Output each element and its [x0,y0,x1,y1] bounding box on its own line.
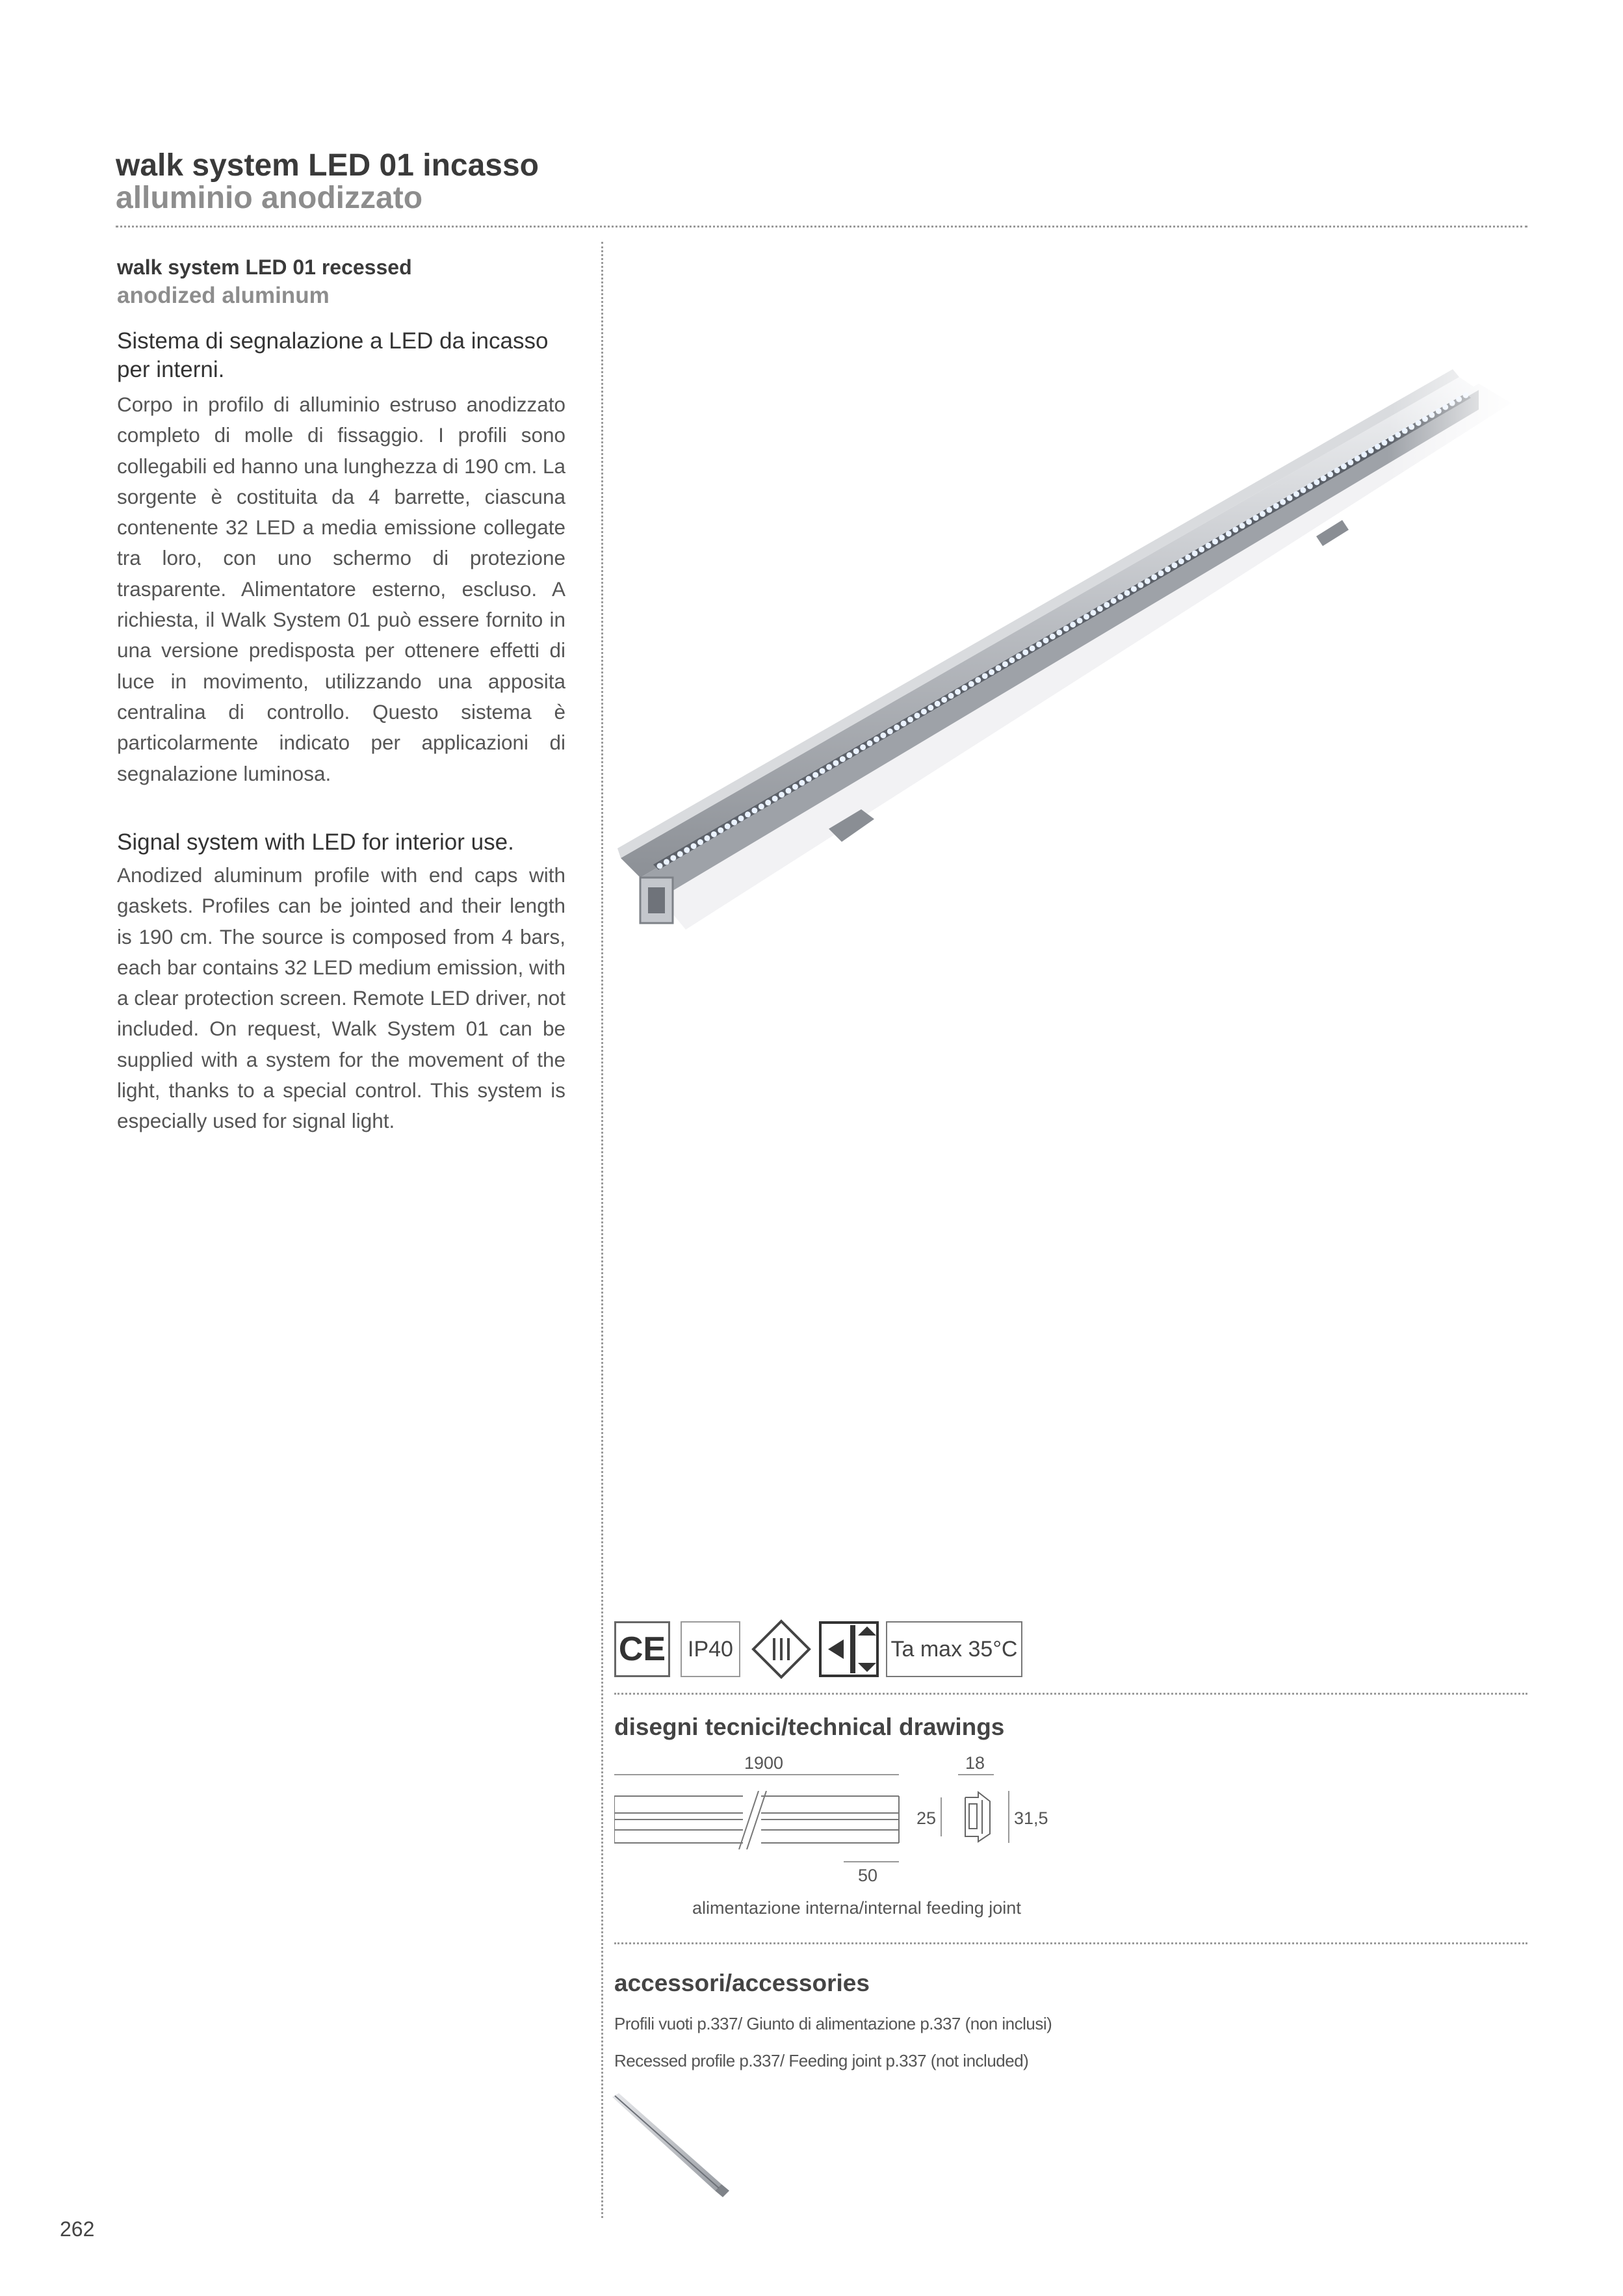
accessories-line-english: Recessed profile p.337/ Feeding joint p.337 (not included) [614,2051,1029,2070]
ip-rating-badge [681,1621,740,1677]
ce-mark [614,1621,670,1677]
ip-rating-text: IP40 [688,1636,733,1662]
drawing-caption: alimentazione interna/internal feeding joint [692,1898,1021,1918]
top-width-dimension-line [958,1774,994,1775]
english-title: walk system LED 01 recessed [117,255,412,279]
italian-description: Corpo in profilo di alluminio estruso anodizzato completo di molle di fissaggio. I profili sono collegabili ed hanno una lunghezza di 190 cm. La sorgente è costituita da 4 barrette, ciascuna contenente 32 LED a media emissione collegate tra loro, con uno schermo di protezione trasparente. Alimentatore esterno, escluso. A richiesta, il Walk System 01 può essere fornito in una versione predisposta per ottenere effetti di luce in movimento, utilizzando una apposita centralina di controllo. Questo sistema è particolarmente indicato per applicazioni di segnalazione luminosa. [117,393,566,785]
left-height-dimension-line [941,1797,942,1836]
left-height-dimension: 25 [916,1808,937,1828]
english-subtitle: anodized aluminum [117,283,330,308]
right-height-dimension-line [1008,1791,1009,1843]
top-width-dimension: 18 [965,1753,985,1773]
page-number: 262 [60,2217,95,2241]
drawings-divider [614,1942,1527,1944]
accessories-line-italian: Profili vuoti p.337/ Giunto di alimentazione p.337 (non inclusi) [614,2014,1052,2033]
right-height-dimension: 31,5 [1014,1808,1048,1828]
class-iii-icon [751,1619,812,1680]
ambient-temperature-badge [886,1621,1022,1677]
profile-section-drawing [959,1791,998,1843]
ambient-temperature-text: Ta max 35°C [890,1636,1018,1662]
accessory-profile-image [610,2093,753,2204]
recessed-mount-icon [819,1621,879,1677]
accessories-heading: accessori/accessories [614,1970,870,1996]
product-image [614,364,1524,1014]
header-divider [116,226,1527,228]
profile-side-drawing [614,1791,900,1849]
ce-mark-text: CE [618,1630,666,1668]
italian-lead: Sistema di segnalazione a LED da incasso per interni. [117,328,549,382]
length-dimension: 1900 [744,1753,784,1773]
drawings-heading: disegni tecnici/technical drawings [614,1714,1005,1740]
joint-dimension: 50 [858,1866,878,1885]
column-divider [601,242,603,2218]
page-subtitle: alluminio anodizzato [116,181,423,215]
certifications-divider [614,1693,1527,1695]
length-dimension-line [614,1774,899,1775]
english-description: Anodized aluminum profile with end caps with gaskets. Profiles can be jointed and their length is 190 cm. The source is composed from 4 bars, each bar contains 32 LED medium emission, with a clear protection screen. Remote LED driver, not included. On request, Walk System 01 can be supplied with a system for the movement of the light, thanks to a special control. This system is especially used for signal light. [117,863,565,1133]
english-lead: Signal system with LED for interior use. [117,829,514,855]
joint-dimension-line [844,1861,899,1862]
page-title: walk system LED 01 incasso [116,148,539,183]
